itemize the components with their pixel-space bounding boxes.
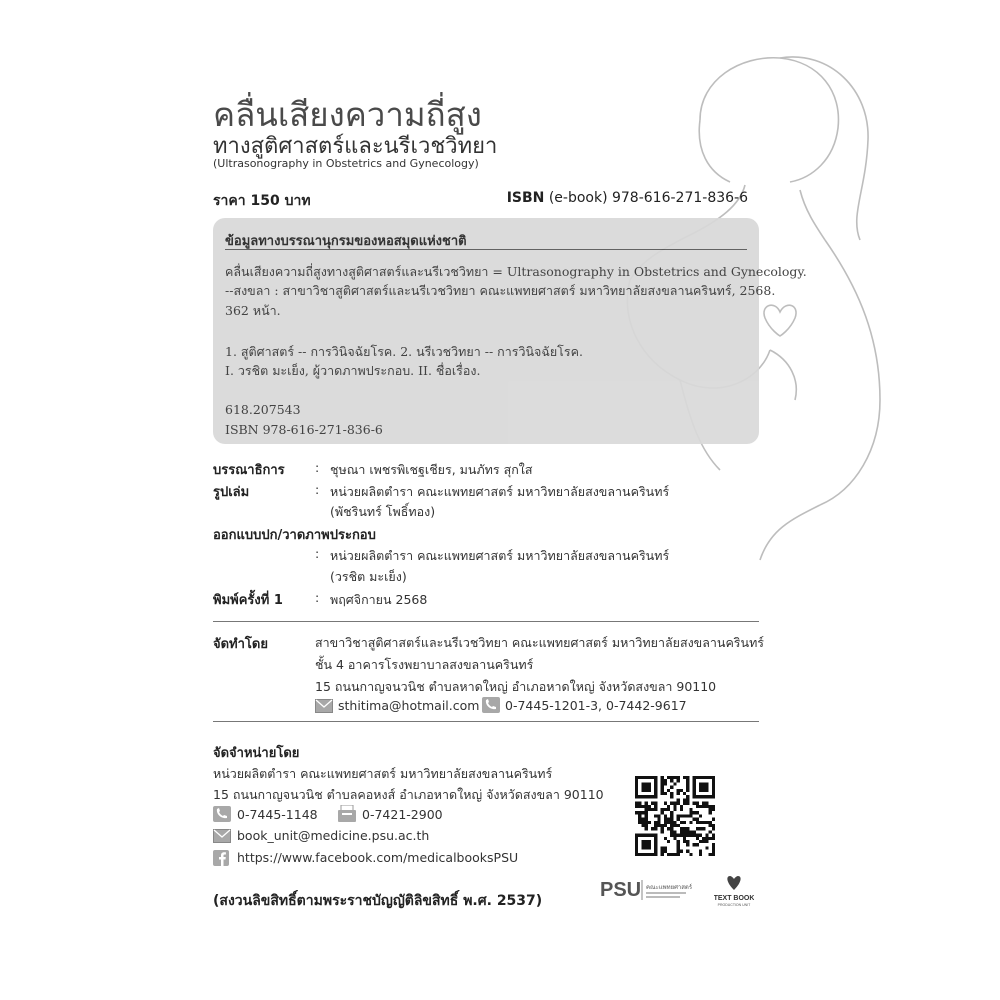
textbook-logo <box>714 872 754 912</box>
phone-icon <box>213 806 231 826</box>
layout-value: หน่วยผลิตตำรา คณะแพทยศาสตร์ มหาวิทยาลัยสงขลานครินทร์ <box>330 484 670 499</box>
cover-value-person: (วรชิต มะเย็ง) <box>330 569 407 584</box>
isbn-label: ISBN <box>506 190 545 206</box>
cover-value: หน่วยผลิตตำรา คณะแพทยศาสตร์ มหาวิทยาลัยสงขลานครินทร์ <box>330 548 670 563</box>
cip-line: I. วรชิต มะเย็ง, ผู้วาดภาพประกอบ. II. ชื่อเรื่อง. <box>225 363 481 378</box>
distributor-label: จัดจำหน่ายโดย <box>213 746 300 761</box>
producer-email[interactable]: sthitima@hotmail.com <box>338 698 480 713</box>
print-label: พิมพ์ครั้งที่ 1 <box>213 593 283 608</box>
colon: : <box>315 482 320 497</box>
mail-icon <box>315 698 333 717</box>
psu-logo-subtext: คณะแพทยศาสตร์ <box>646 885 693 891</box>
producer-label: จัดทำโดย <box>213 637 268 652</box>
producer-line: 15 ถนนกาญจนวนิช ตำบลหาดใหญ่ อำเภอหาดใหญ่ จังหวัดสงขลา 90110 <box>315 679 717 694</box>
price: ราคา 150 บาท <box>213 193 311 209</box>
cip-heading: ข้อมูลทางบรรณานุกรมของหอสมุดแห่งชาติ <box>225 234 467 249</box>
distributor-line: หน่วยผลิตตำรา คณะแพทยศาสตร์ มหาวิทยาลัยสงขลานครินทร์ <box>213 766 553 781</box>
editor-label: บรรณาธิการ <box>213 463 285 478</box>
title-english: (Ultrasonography in Obstetrics and Gynecology) <box>213 157 479 170</box>
facebook-icon <box>213 850 229 870</box>
psu-logo-text: PSU <box>600 879 642 901</box>
layout-value-person: (พัชรินทร์ โพธิ์ทอง) <box>330 504 436 519</box>
qr-code[interactable] <box>635 776 715 856</box>
distributor-facebook[interactable]: https://www.facebook.com/medicalbooksPSU <box>237 850 519 865</box>
copyright-notice: (สงวนลิขสิทธิ์ตามพระราชบัญญัติลิขสิทธิ์ พ.ศ. 2537) <box>213 893 543 909</box>
distributor-phone: 0-7445-1148 <box>237 807 318 822</box>
isbn-value: (e-book) 978-616-271-836-6 <box>548 190 748 206</box>
fax-icon <box>338 805 356 826</box>
layout-label: รูปเล่ม <box>213 485 250 500</box>
cip-line: 618.207543 <box>225 402 301 417</box>
textbook-logo-text: TEXT BOOK <box>714 895 754 902</box>
print-value: พฤศจิกายน 2568 <box>330 592 428 607</box>
mail-icon <box>213 828 231 847</box>
producer-phone: 0-7445-1201-3, 0-7442-9617 <box>505 698 687 713</box>
cip-line: 362 หน้า. <box>225 303 281 318</box>
distributor-line: 15 ถนนกาญจนวนิช ตำบลคอหงส์ อำเภอหาดใหญ่ จังหวัดสงขลา 90110 <box>213 787 604 802</box>
phone-icon <box>482 697 500 717</box>
distributor-fax: 0-7421-2900 <box>362 807 443 822</box>
cip-divider <box>225 249 747 250</box>
title-line-1: คลื่นเสียงความถี่สูง <box>213 95 482 134</box>
colon: : <box>315 590 320 605</box>
psu-logo <box>600 876 700 906</box>
cover-label: ออกแบบปก/วาดภาพประกอบ <box>213 528 376 543</box>
textbook-logo-subtext: PRODUCTION UNIT <box>717 903 751 907</box>
cip-line: --สงขลา : สาขาวิชาสูติศาสตร์และนรีเวชวิทยา คณะแพทยศาสตร์ มหาวิทยาลัยสงขลานครินทร์, 2568. <box>225 283 776 298</box>
cip-line: ISBN 978-616-271-836-6 <box>225 422 383 437</box>
cip-line: คลื่นเสียงความถี่สูงทางสูติศาสตร์และนรีเวชวิทยา = Ultrasonography in Obstetrics and Gynecology. <box>225 264 807 279</box>
divider <box>213 721 759 722</box>
isbn <box>507 190 748 206</box>
cip-box <box>213 218 807 444</box>
title-line-2: ทางสูติศาสตร์และนรีเวชวิทยา <box>213 134 498 159</box>
colon: : <box>315 546 320 561</box>
colon: : <box>315 460 320 475</box>
editor-value: ชุษณา เพชรพิเชฐเชียร, มนภัทร สุกใส <box>330 462 533 477</box>
producer-line: ชั้น 4 อาคารโรงพยาบาลสงขลานครินทร์ <box>315 657 534 672</box>
distributor-email[interactable]: book_unit@medicine.psu.ac.th <box>237 828 430 843</box>
cip-line: 1. สูติศาสตร์ -- การวินิจฉัยโรค. 2. นรีเวชวิทยา -- การวินิจฉัยโรค. <box>225 344 583 359</box>
producer-line: สาขาวิชาสูติศาสตร์และนรีเวชวิทยา คณะแพทยศาสตร์ มหาวิทยาลัยสงขลานครินทร์ <box>315 635 765 650</box>
divider <box>213 621 759 622</box>
